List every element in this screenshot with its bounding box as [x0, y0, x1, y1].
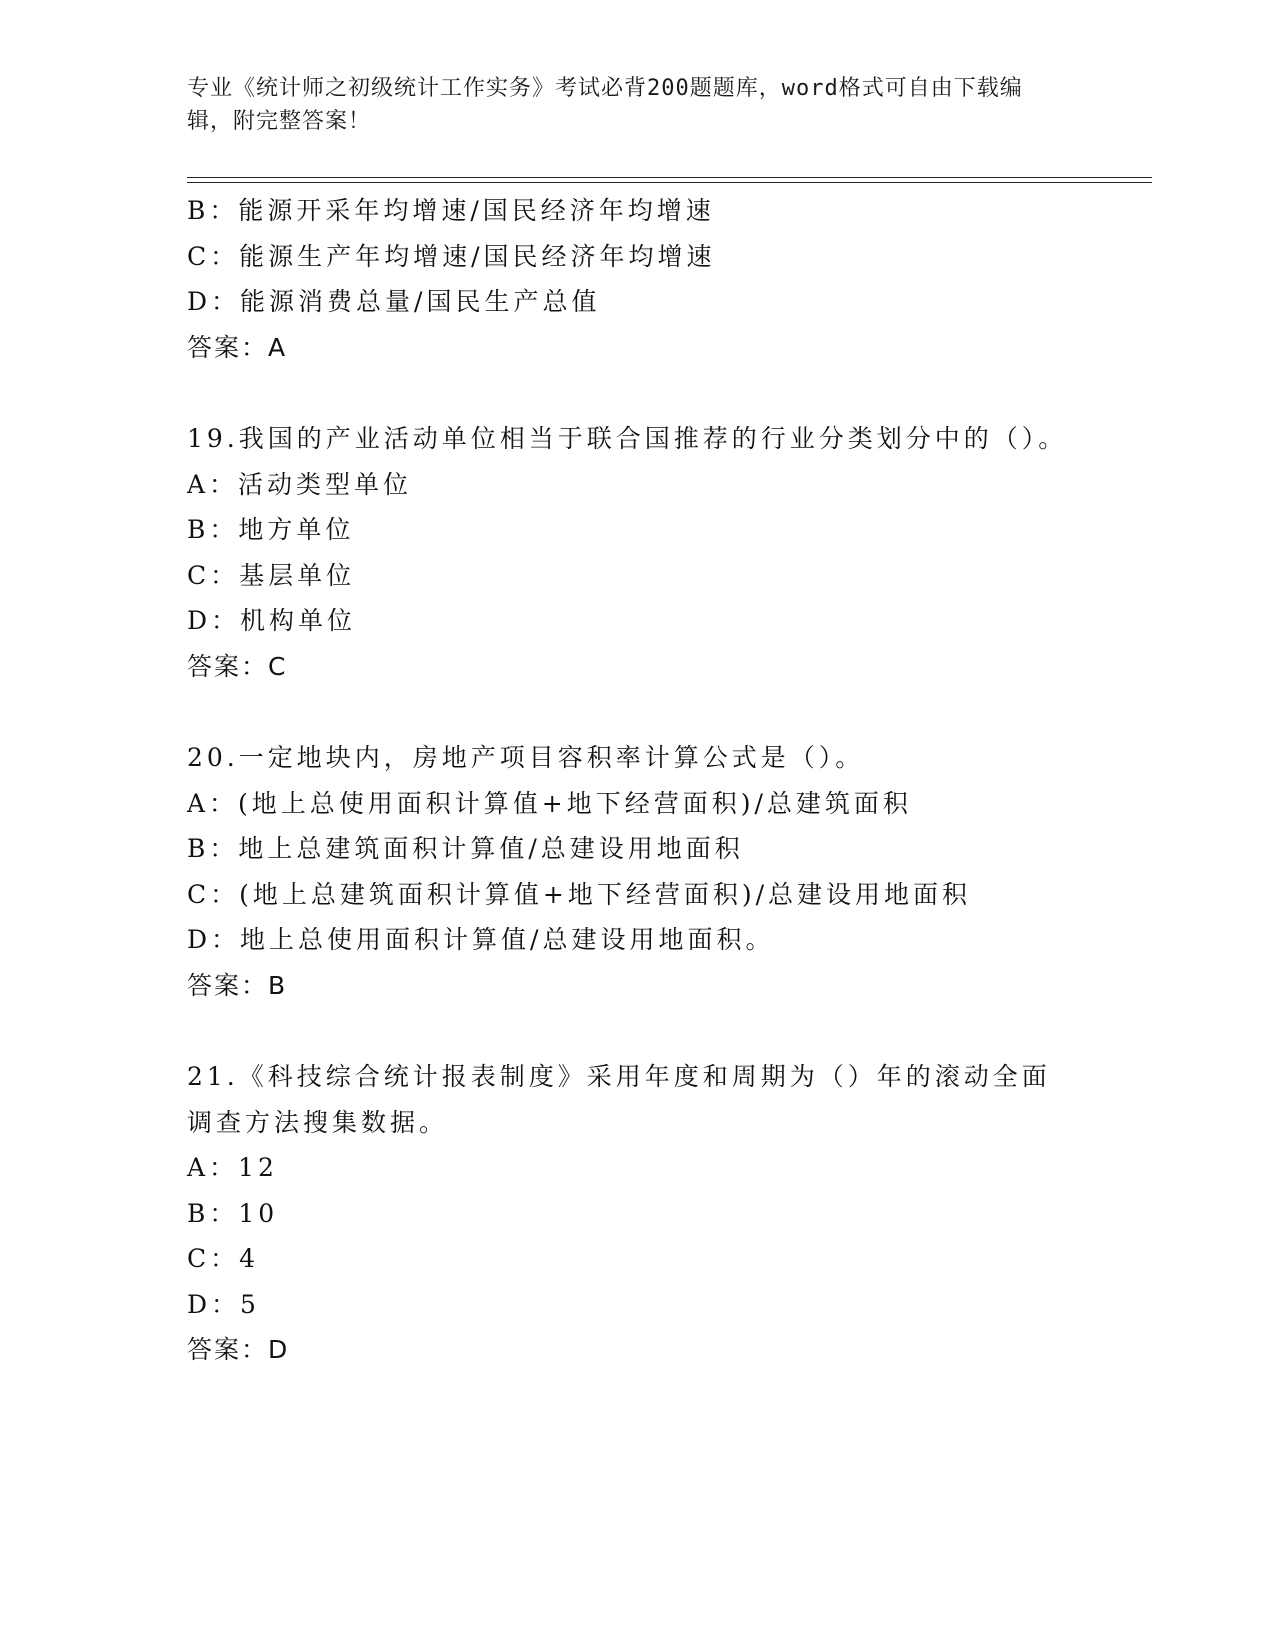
question-stem: 20.一定地块内，房地产项目容积率计算公式是（）。 — [187, 743, 865, 772]
option-a: A：活动类型单位 — [187, 469, 413, 499]
question-19 — [187, 416, 1087, 689]
document-body — [187, 188, 1087, 1373]
option-c: C：(地上总建筑面积计算值+地下经营面积)/总建设用地面积 — [187, 879, 972, 909]
answer-line: 答案：D — [187, 1335, 290, 1364]
question-18-continued — [187, 188, 1087, 370]
option-d: D：地上总使用面积计算值/总建设用地面积。 — [187, 925, 775, 954]
answer-line: 答案：C — [187, 651, 288, 681]
header-divider-bottom — [187, 182, 1152, 183]
option-d: D：机构单位 — [187, 606, 357, 635]
option-b: B：10 — [187, 1198, 279, 1228]
option-d: D：5 — [187, 1289, 260, 1319]
document-header: 专业《统计师之初级统计工作实务》考试必背200题题库，word格式可自由下载编辑，附完整答案！ — [187, 76, 1023, 134]
option-c: C：4 — [187, 1244, 260, 1273]
question-20 — [187, 735, 1087, 1008]
answer-line: 答案：A — [187, 332, 288, 362]
question-stem: 21.《科技综合统计报表制度》采用年度和周期为（）年的滚动全面调查方法搜集数据。 — [187, 1062, 1051, 1137]
option-a: A：(地上总使用面积计算值+地下经营面积)/总建筑面积 — [187, 788, 912, 818]
option-c: C：能源生产年均增速/国民经济年均增速 — [187, 241, 716, 271]
header-divider-top — [187, 177, 1152, 178]
option-c: C：基层单位 — [187, 560, 356, 590]
question-stem: 19.我国的产业活动单位相当于联合国推荐的行业分类划分中的（）。 — [187, 424, 1068, 453]
option-b: B：能源开采年均增速/国民经济年均增速 — [187, 196, 715, 225]
option-a: A：12 — [187, 1153, 278, 1182]
option-b: B：地方单位 — [187, 515, 355, 544]
option-b: B：地上总建筑面积计算值/总建设用地面积 — [187, 834, 744, 863]
answer-line: 答案：B — [187, 970, 288, 1000]
question-21 — [187, 1054, 1087, 1373]
option-d: D：能源消费总量/国民生产总值 — [187, 287, 601, 316]
